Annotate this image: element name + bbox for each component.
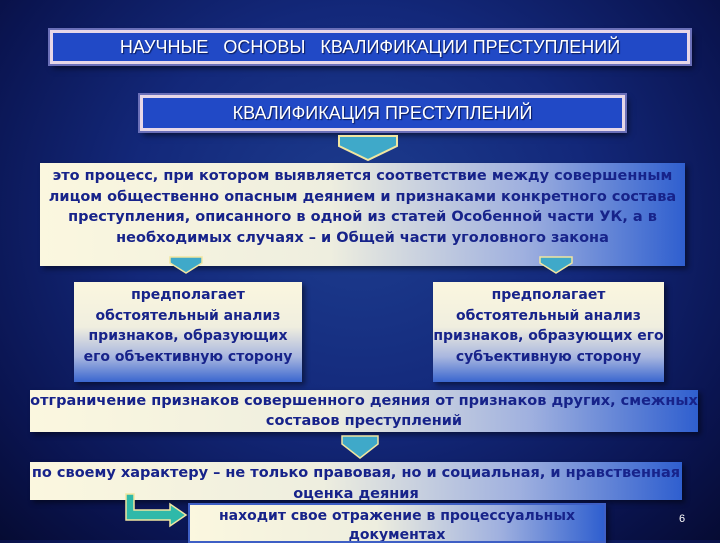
definition-box [40, 163, 685, 266]
down-arrow-1 [337, 134, 399, 162]
down-arrow-left [168, 255, 204, 275]
elbow-arrow [120, 492, 190, 528]
main-title [50, 30, 690, 64]
delimitation-text: отграничение признаков совершенного деяния от признаков других, смежных составов преступлений [30, 393, 698, 429]
objective-side-text: предполагает обстоятельный анализ признаков, образующих его объективную сторону [83, 287, 293, 365]
slide-number: 6 [679, 513, 686, 525]
nature-text: по своему характеру – не только правовая, но и социальная, и нравственная оценка деяния [31, 465, 681, 500]
reflection-text: находит свое отражение в процессуальных документах [218, 508, 576, 543]
down-arrow-right [538, 255, 574, 275]
definition-text: это процесс, при котором выявляется соответствие между совершенным лицом общественно опасным деянием и признаками конкретного состава преступления, описанного в одной из статей Особенной части УК, а в необходимых случаях – и Общей части уголовного закона [48, 168, 677, 246]
reflection-box [188, 503, 606, 543]
main-title-text: НАУЧНЫЕ ОСНОВЫ КВАЛИФИКАЦИИ ПРЕСТУПЛЕНИЙ [119, 36, 621, 57]
objective-side-box [74, 282, 302, 382]
down-arrow-middle [340, 434, 380, 460]
subjective-side-box [433, 282, 664, 382]
subjective-side-text: предполагает обстоятельный анализ признаков, образующих его субъективную сторону [433, 287, 664, 365]
subtitle-text: КВАЛИФИКАЦИЯ ПРЕСТУПЛЕНИЙ [232, 102, 533, 123]
delimitation-box [30, 390, 698, 432]
subtitle-box [140, 95, 625, 131]
